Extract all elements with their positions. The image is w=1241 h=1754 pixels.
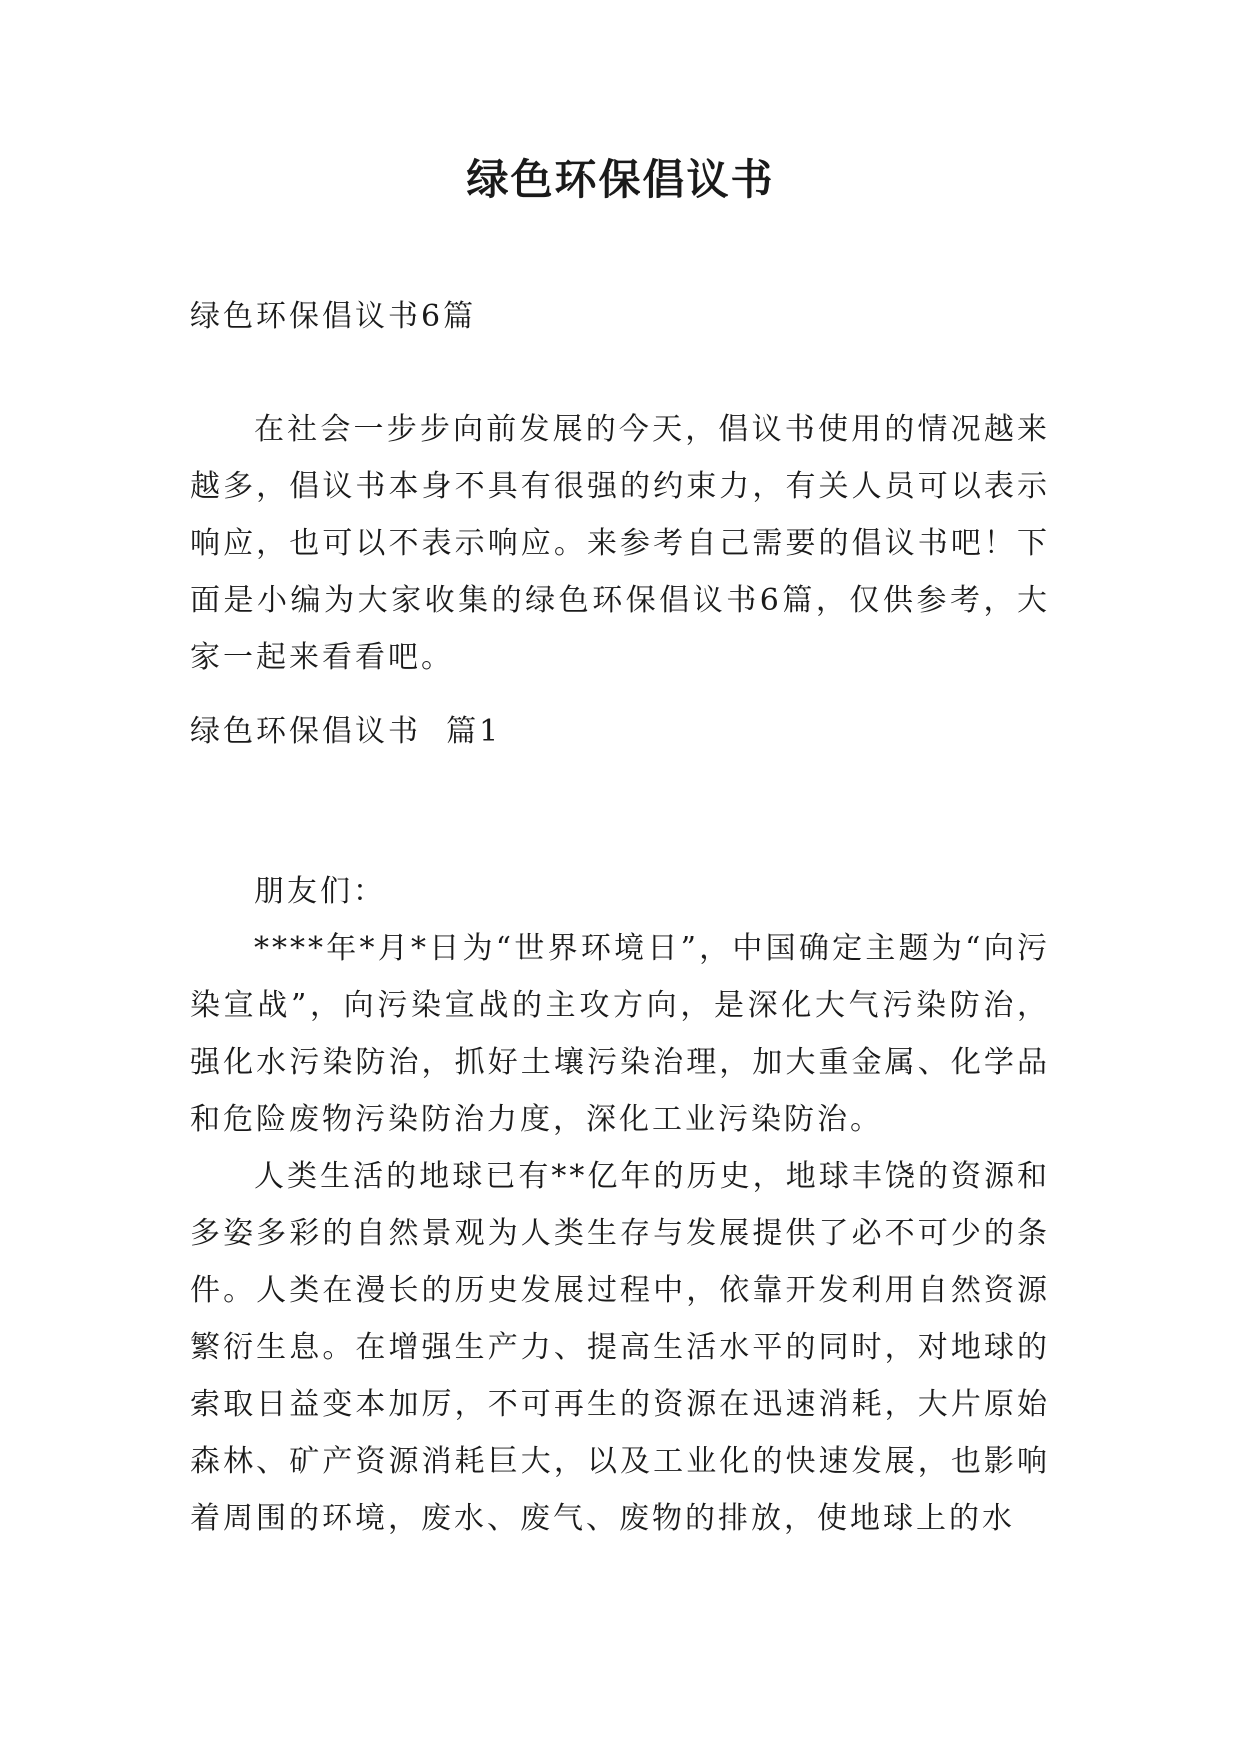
intro-paragraph: 在社会一步步向前发展的今天，倡议书使用的情况越来越多，倡议书本身不具有很强的约束力，有关人员可以表示响应，也可以不表示响应。来参考自己需要的倡议书吧！下面是小编为大家收集的绿色环保倡议书6篇，仅供参考，大家一起来看看吧。 (190, 412, 1050, 675)
greeting-paragraph: 朋友们： (254, 874, 386, 909)
body-paragraph-1: ****年*月*日为“世界环境日”，中国确定主题为“向污染宣战”，向污染宣战的主攻方向，是深化大气污染防治，强化水污染防治，抓好土壤污染治理，加大重金属、化学品和危险废物污染防治力度，深化工业污染防治。 (190, 931, 1050, 1137)
document-title: 绿色环保倡议书 (466, 155, 775, 204)
body-paragraph-2: 人类生活的地球已有**亿年的历史，地球丰饶的资源和多姿多彩的自然景观为人类生存与发展提供了必不可少的条件。人类在漫长的历史发展过程中，依靠开发利用自然资源繁衍生息。在增强生产力、提高生活水平的同时，对地球的索取日益变本加厉，不可再生的资源在迅速消耗，大片原始森林、矿产资源消耗巨大，以及工业化的快速发展，也影响着周围的环境，废水、废气、废物的排放，使地球上的水 (190, 1159, 1050, 1536)
document-subtitle: 绿色环保倡议书6篇 (190, 299, 477, 334)
section-heading: 绿色环保倡议书 篇1 (190, 714, 502, 749)
